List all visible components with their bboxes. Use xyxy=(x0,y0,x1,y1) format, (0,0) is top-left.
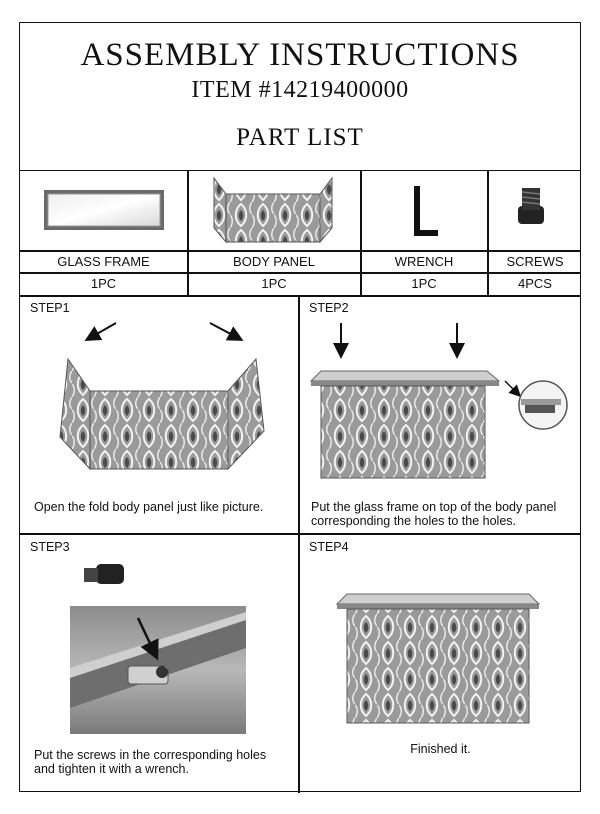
step-4 xyxy=(299,534,582,793)
part-qty: 4PCS xyxy=(518,276,552,291)
part-qty: 1PC xyxy=(411,276,437,291)
step-1 xyxy=(20,295,298,533)
step-text-line: corresponding the holes to the holes. xyxy=(311,514,516,528)
part-name: SCREWS xyxy=(506,254,564,269)
wrench-image xyxy=(406,182,446,240)
screw-image xyxy=(512,184,552,234)
step-label: STEP4 xyxy=(309,540,349,554)
divider xyxy=(20,272,580,274)
steps-grid xyxy=(20,295,580,793)
header xyxy=(20,23,580,171)
glass-frame-image xyxy=(42,188,166,232)
step1-illustration xyxy=(50,319,280,479)
part-name: GLASS FRAME xyxy=(57,254,150,269)
parts-table xyxy=(20,170,580,295)
assembly-sheet xyxy=(19,22,581,792)
step-text-line: Put the screws in the corresponding holes xyxy=(34,748,267,762)
step-text: Finished it. xyxy=(410,742,471,756)
item-number: ITEM #14219400000 xyxy=(191,77,409,103)
step2-illustration xyxy=(307,319,577,485)
part-qty: 1PC xyxy=(261,276,287,291)
body-panel-image xyxy=(208,176,338,246)
step-label: STEP1 xyxy=(30,301,70,315)
step-3 xyxy=(20,534,298,793)
divider xyxy=(20,250,580,252)
page-title: ASSEMBLY INSTRUCTIONS xyxy=(80,37,520,73)
part-qty: 1PC xyxy=(90,276,117,291)
part-name: WRENCH xyxy=(394,254,454,269)
step-text xyxy=(311,500,556,528)
step4-illustration xyxy=(333,588,547,730)
step-text xyxy=(34,748,266,776)
step-label: STEP2 xyxy=(309,301,349,315)
step3-illustration xyxy=(70,556,246,734)
step-text-line: and tighten it with a wrench. xyxy=(34,762,189,776)
part-name: BODY PANEL xyxy=(233,254,315,269)
part-list-heading: PART LIST xyxy=(236,124,364,151)
step-text-line: Put the glass frame on top of the body panel xyxy=(311,500,557,514)
step-label: STEP3 xyxy=(30,540,70,554)
step-text: Open the fold body panel just like picture. xyxy=(34,500,264,514)
step-2 xyxy=(299,295,582,533)
